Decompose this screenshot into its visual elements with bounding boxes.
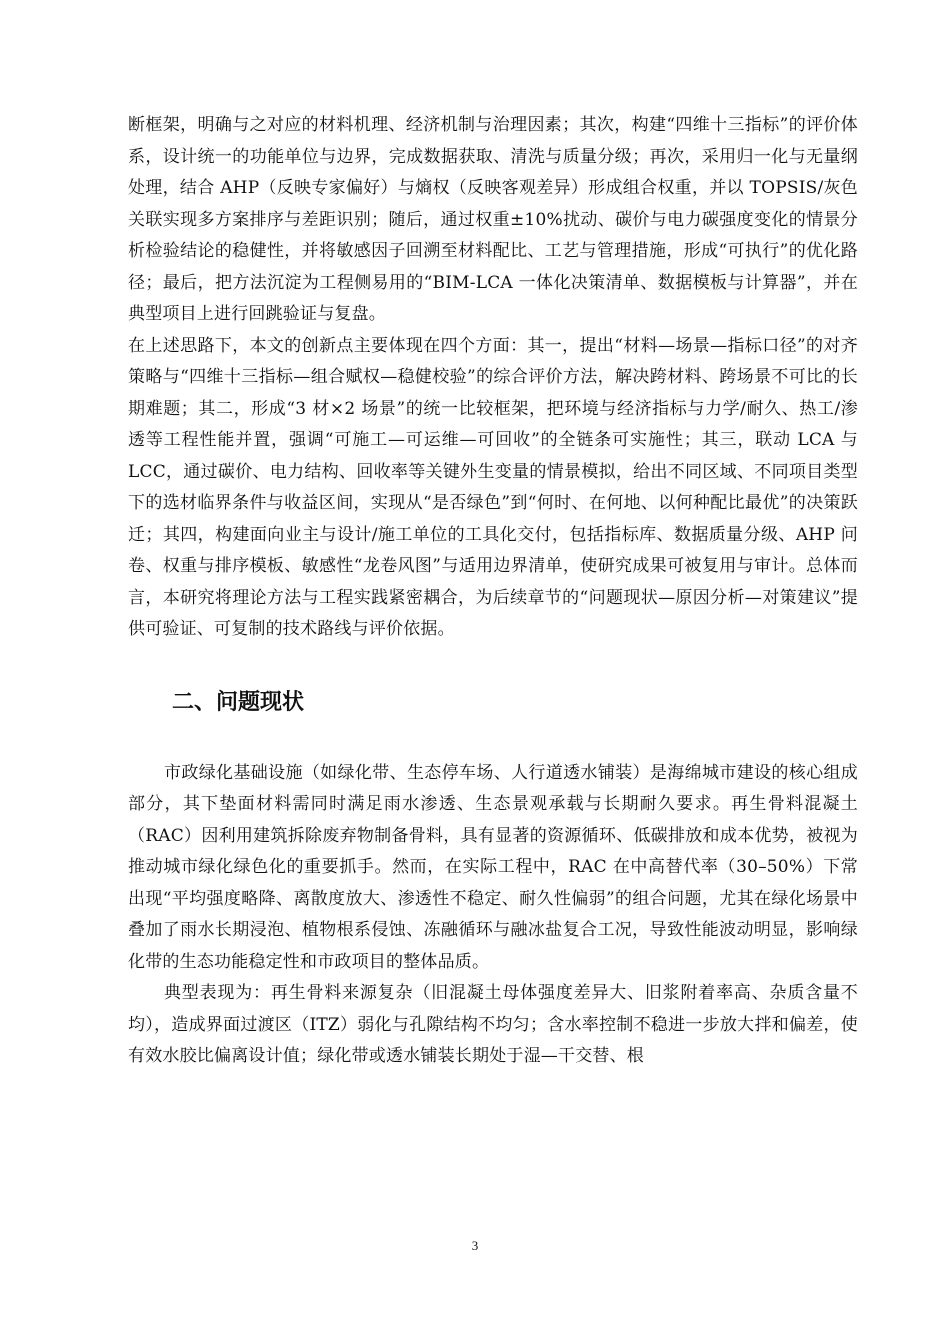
page-body <box>128 110 858 1073</box>
body-paragraph-2: 在上述思路下，本文的创新点主要体现在四个方面：其一，提出“材料—场景—指标口径”的对齐策略与“四维十三指标—组合赋权—稳健校验”的综合评价方法，解决跨材料、跨场景不可比的长期难题；其二，形成“3 材×2 场景”的统一比较框架，把环境与经济指标与力学/耐久、热工/渗透等工程性能并置，强调“可施工—可运维—可回收”的全链条可实施性；其三，联动 LCA 与 LCC，通过碳价、电力结构、回收率等关键外生变量的情景模拟，给出不同区域、不同项目类型下的选材临界条件与收益区间，实现从“是否绿色”到“何时、在何地、以何种配比最优”的决策跃迁；其四，构建面向业主与设计/施工单位的工具化交付，包括指标库、数据质量分级、AHP 问卷、权重与排序模板、敏感性“龙卷风图”与适用边界清单，使研究成果可被复用与审计。总体而言，本研究将理论方法与工程实践紧密耦合，为后续章节的“问题现状—原因分析—对策建议”提供可验证、可复制的技术路线与评价依据。 <box>128 335 858 639</box>
body-paragraph-1: 断框架，明确与之对应的材料机理、经济机制与治理因素；其次，构建“四维十三指标”的评价体系，设计统一的功能单位与边界，完成数据获取、清洗与质量分级；再次，采用归一化与无量纲处理，结合 AHP（反映专家偏好）与熵权（反映客观差异）形成组合权重，并以 TOPSIS/灰色关联实现多方案排序与差距识别；随后，通过权重±10%扰动、碳价与电力碳强度变化的情景分析检验结论的稳健性，并将敏感因子回溯至材料配比、工艺与管理措施，形成“可执行”的优化路径；最后，把方法沉淀为工程侧易用的“BIM-LCA 一体化决策清单、数据模板与计算器”，并在典型项目上进行回跳验证与复盘。 <box>128 115 858 324</box>
section-heading: 二、问题现状 <box>172 689 305 715</box>
page-number: 3 <box>471 1238 479 1253</box>
section-paragraph-1: 市政绿化基础设施（如绿化带、生态停车场、人行道透水铺装）是海绵城市建设的核心组成部分，其下垫面材料需同时满足雨水渗透、生态景观承载与长期耐久要求。再生骨料混凝土（RAC）因利用建筑拆除废弃物制备骨料，具有显著的资源循环、低碳排放和成本优势，被视为推动城市绿化绿色化的重要抓手。然而，在实际工程中，RAC 在中高替代率（30–50%）下常出现“平均强度略降、离散度放大、渗透性不稳定、耐久性偏弱”的组合问题，尤其在绿化场景中叠加了雨水长期浸泡、植物根系侵蚀、冻融循环与融冰盐复合工况，导致性能波动明显，影响绿化带的生态功能稳定性和市政项目的整体品质。 <box>128 762 858 972</box>
section-paragraph-2: 典型表现为：再生骨料来源复杂（旧混凝土母体强度差异大、旧浆附着率高、杂质含量不均），造成界面过渡区（ITZ）弱化与孔隙结构不均匀；含水率控制不稳进一步放大拌和偏差，使有效水胶比偏离设计值；绿化带或透水铺装长期处于湿—干交替、根 <box>128 983 858 1066</box>
